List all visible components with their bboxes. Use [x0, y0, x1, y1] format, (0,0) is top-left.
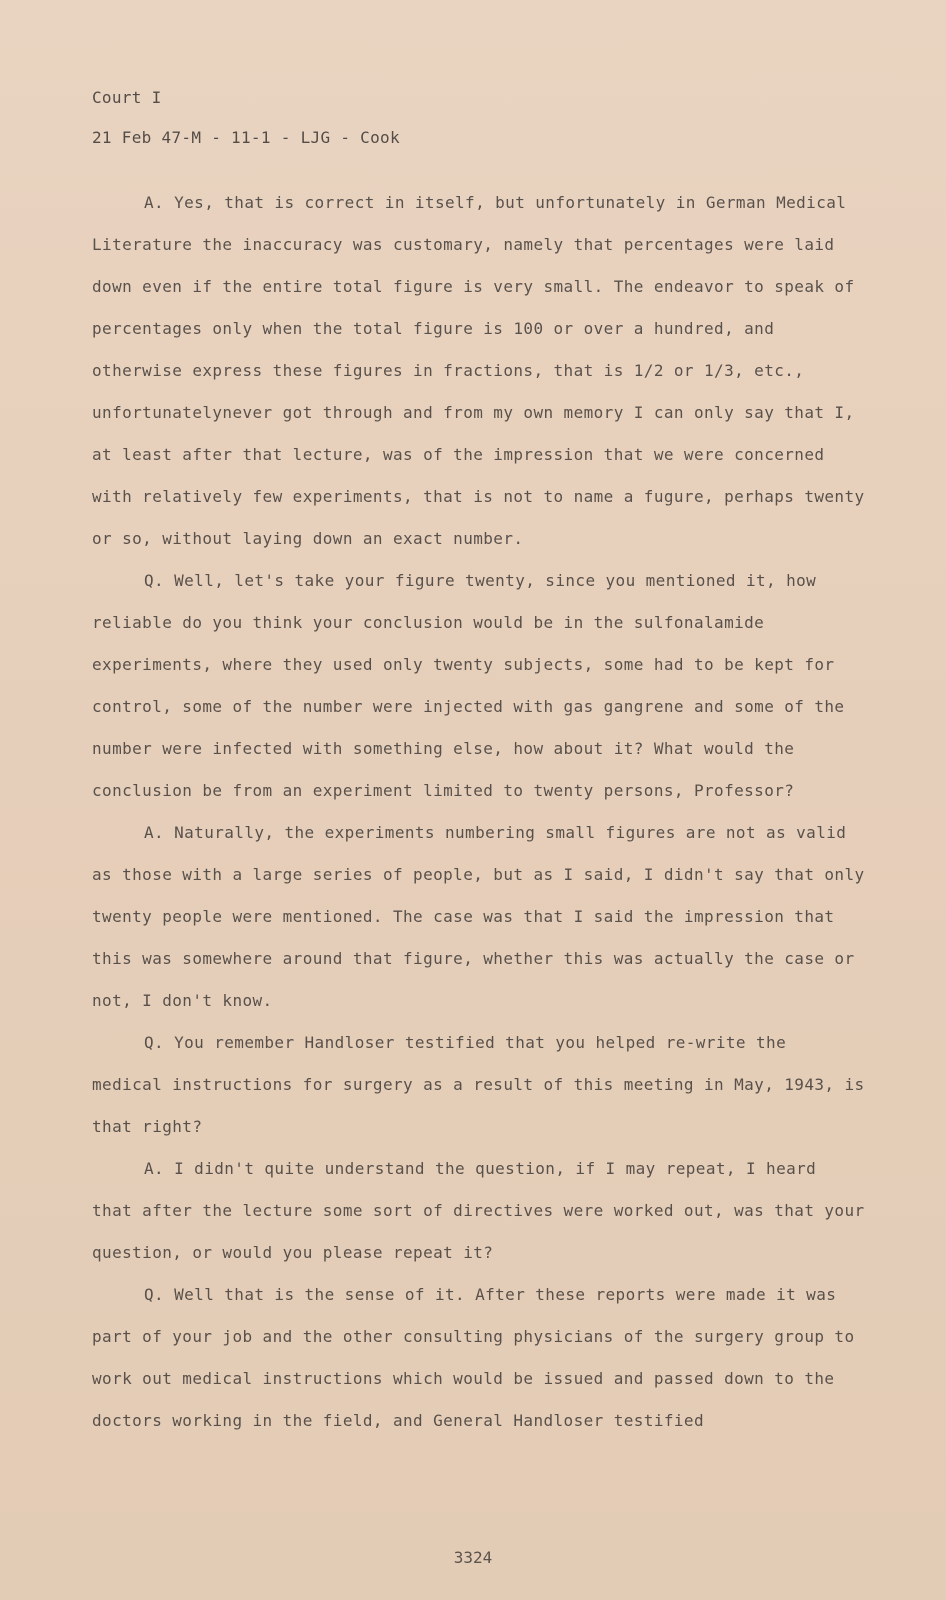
- answer-paragraph: A. Yes, that is correct in itself, but unfortunately in German Medical Literature the inaccuracy was customary, namely that percentages were laid down even if the entire total figure is very small. The endeavor to speak of percentages only when the total figure is 100 or over a hundred, and otherwise express these figures in fractions, that is 1/2 or 1/3, etc., unfortunatelynever got through and from my own memory I can only say that I, at least after that lecture, was of the impression that we were concerned with relatively few experiments, that is not to name a fugure, perhaps twenty or so, without laying down an exact number.: [92, 193, 865, 548]
- question-paragraph: Q. Well, let's take your figure twenty, since you mentioned it, how reliable do you think your conclusion would be in the sulfonalamide experiments, where they used only twenty subjects, some had to be kept for control, some of the number were injected with gas gangrene and some of the number were infected with something else, how about it? What would the conclusion be from an experiment limited to twenty persons, Professor?: [92, 571, 845, 800]
- question-paragraph: Q. You remember Handloser testified that you helped re-write the medical instructions for surgery as a result of this meeting in May, 1943, is that right?: [92, 1033, 865, 1136]
- court-heading: Court I: [92, 88, 162, 107]
- session-reference: 21 Feb 47-M - 11-1 - LJG - Cook: [92, 128, 400, 147]
- transcript-body: [92, 182, 866, 1442]
- answer-paragraph: A. I didn't quite understand the question, if I may repeat, I heard that after the lecture some sort of directives were worked out, was that your question, or would you please repeat it?: [92, 1159, 865, 1262]
- answer-paragraph: A. Naturally, the experiments numbering small figures are not as valid as those with a large series of people, but as I said, I didn't say that only twenty people were mentioned. The case was that I said the impression that this was somewhere around that figure, whether this was actually the case or not, I don't know.: [92, 823, 865, 1010]
- question-paragraph: Q. Well that is the sense of it. After these reports were made it was part of your job and the other consulting physicians of the surgery group to work out medical instructions which would be issued and passed down to the doctors working in the field, and General Handloser testified: [92, 1285, 855, 1430]
- page-number: 3324: [453, 1548, 493, 1567]
